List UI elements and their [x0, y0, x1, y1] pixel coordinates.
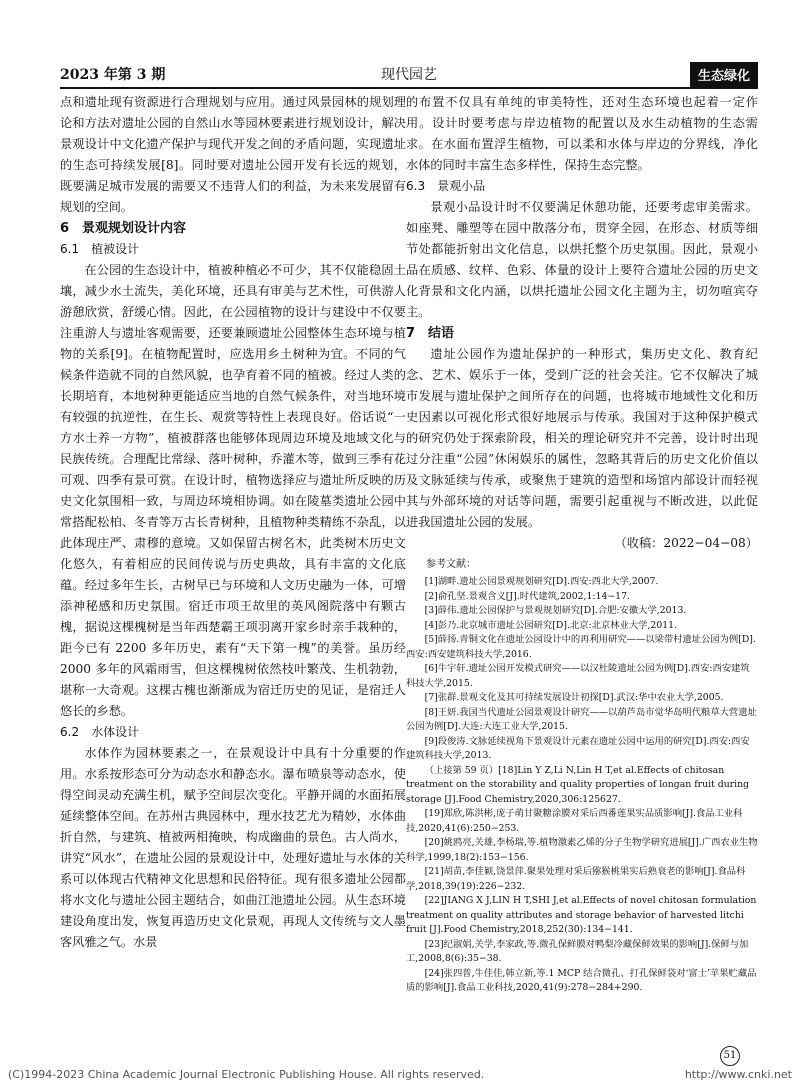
- references-title: 参考文献：: [426, 559, 476, 570]
- reference-item: [23]纪淑娟,关学,李家政,等.微孔保鲜膜对鸭梨冷藏保鲜效果的影响[J].保鲜与加工,2008,8(6):35−38.: [406, 938, 749, 964]
- header-rule: [60, 87, 758, 89]
- reference-item: （上接第 59 页）[18]Lin Y Z,Li N,Lin H T,et al.Effects of chitosan treatment on the storability and quality properties of longan fruit during storage [J].Food Chemistry,2020,306:125627.: [406, 764, 750, 805]
- section-heading-6: 6 景观规划设计内容: [60, 221, 187, 236]
- issue-label: 2023 年第 3 期: [60, 67, 166, 83]
- left-column: [60, 92, 406, 953]
- paragraph: 水体作为园林要素之一，在景观设计中具有十分重要的作用。水系按形态可分为动态水和静态水。瀑布喷泉等动态水，使得空间灵动充满生机，赋予空间层次变化。平静开阔的水面拓展延续整体空间。在苏州古典园林中，理水技艺尤为精妙，水体曲折自然，与建筑、植被两相掩映，构成幽曲的景色。古人尚水，讲究“风水”，在遗址公园的景观设计中，处理好遗址与水体的关系可以体现古代精神文化思想和民俗特征。现有很多遗址公园都将水文化与遗址公园主题结合，如曲江池遗址公园。从生态环境建设角度出发，恢复再造历史文化景观，再现人文传统与文人墨客风雅之气。水景: [60, 746, 406, 949]
- reference-item: [5]薛扬.青铜文化在遗址公园设计中的再利用研究——以梁带村遗址公园为例[D].西安:西安建筑科技大学,2016.: [406, 634, 756, 660]
- received-date: （收稿：2022−04−08）: [614, 536, 758, 550]
- reference-item: [1]湖畔.遗址公园景观规划研究[D].西安:西北大学,2007.: [424, 576, 659, 587]
- reference-item: [3]薛伟.遗址公园保护与景观规划研究[D].合肥:安徽大学,2013.: [424, 605, 687, 616]
- journal-title: 现代园艺: [381, 67, 437, 83]
- paragraph: 景观小品设计时不仅要满足休憩功能，还要考虑审美需求。如座凳、雕塑等在园中散落分布，贯穿全园，在形态、材质等细节处都能折射出文化信息，以烘托整个历史氛围。因此，景观小品在质感、纹样、色彩、体量的设计上要符合遗址公园的历史文化背景和文化内涵，以烘托遗址公园文化主题为主，切勿喧宾夺主。: [406, 200, 758, 319]
- copyright-notice: (C)1994-2023 China Academic Journal Electronic Publishing House. All rights reserved.: [8, 1068, 485, 1081]
- footer-url: http://www.cnki.net: [684, 1068, 792, 1081]
- reference-item: [2]俞孔坚.景观含义[J].时代建筑,2002,1:14−17.: [424, 590, 630, 602]
- subsection-heading-6-2: 6.2 水体设计: [60, 725, 140, 739]
- paragraph: 点和遗址现有资源进行合理规划与应用。通过风景园林的规划理论和方法对遗址公园的自然山水等园林要素进行规划设计，解决景观设计中文化遗产保护与现代开发之间的矛盾问题，实现遗址的生态可持续发展[8]。同时要对遗址公园开发有长远的规划，既要满足城市发展的需要又不违背人们的利益，为未来发展留有规划的空间。: [60, 95, 406, 214]
- reference-item: [4]彭乃.北京城市遗址公园研究[D].北京:北京林业大学,2011.: [424, 619, 678, 631]
- reference-item: [8]王妍.我国当代遗址公园景观设计研究——以葫芦岛市觉华岛明代粮草大营遗址公园为例[D].大连:大连工业大学,2015.: [406, 706, 757, 732]
- subsection-heading-6-1: 6.1 植被设计: [60, 242, 140, 256]
- paragraph: 的布置不仅具有单纯的审美特性，还对生态环境也起着一定作用。设计时要考虑与岸边植物的配置以及水生动植物的生态需求。在水面布置浮生植物，可以柔和水体与岸边的分界线，净化水体的同时丰富生态多样性，保持生态完整。: [406, 95, 758, 172]
- reference-item: [22]JIANG X J,LIN H T,SHI J,et al.Effects of novel chitosan formulation treatment on quality attributes and storage behavior of harvested litchi fruit [J].Food Chemistry,2018,252(30):134−141.: [406, 895, 757, 935]
- reference-item: [7]张群.景观文化及其可持续发展设计初探[D].武汉:华中农业大学,2005.: [424, 692, 724, 703]
- reference-item: [9]段俊涛.文脉延续视角下景观设计元素在遗址公园中运用的研究[D].西安:西安建筑科技大学,2013.: [406, 735, 750, 761]
- right-column: [406, 92, 758, 996]
- subsection-heading-6-3: 6.3 景观小品: [406, 179, 486, 193]
- page-number: 51: [720, 1046, 740, 1066]
- reference-item: [6]牛宇轩.遗址公园开发模式研究——以汉杜陵遗址公园为例[D].西安:西安建筑科技大学,2015.: [406, 663, 750, 689]
- section-heading-7: 7 结语: [406, 326, 455, 341]
- reference-item: [21]胡苗,李佳颖,饶景萍.聚果处理对采后猕猴桃果实后熟衰老的影响[J].食品科学,2018,39(19):226−232.: [406, 866, 746, 892]
- reference-list: [406, 575, 758, 996]
- page-header: [60, 62, 758, 86]
- reference-item: [19]郑欣,陈洪彬,庞子萌甘聚糖涂膜对采后西番莲果实品质影响[J].食品工业科技,2020,41(6):250−253.: [406, 808, 743, 834]
- section-tag: 生态绿化: [690, 62, 758, 87]
- paragraph: 遗址公园作为遗址保护的一种形式，集历史文化、教育纪念、艺术、娱乐于一体，受到广泛的社会关注。它不仅解决了城市发展与遗址保护之间所存在的问题，也将城市地域性文化和历史因素以可视化形式很好地展示与传承。我国对于这种保护模式的研究仍处于探索阶段，相关的理论研究并不完善，设计时出现过分注重“公园”休闲娱乐的属性，忽略其背后的历史文化价值以及文脉延续与传承，或聚焦于建筑的造型和场馆内部设计而轻视其与外部环境的对话等问题，需要引起重视与不断改进，以此促进我国遗址公园的发展。: [406, 347, 758, 529]
- reference-item: [24]张四普,牛佳佳,韩立新,等.1 MCP 结合微孔、打孔保鲜袋对‘富士’苹果贮藏品质的影响[J].食品工业科技,2020,41(9):278−284+290.: [406, 967, 757, 993]
- paragraph: 在公园的生态设计中，植被种植必不可少，其不仅能稳固土壤，减少水土流失，美化环境，还具有审美与艺术性，可供游人游憩欣赏，舒缓心情。因此，在公园植物的设计与建设中不仅要注重游人与遗址客观需要，还要兼顾遗址公园整体生态环境与植物的关系[9]。在植物配置时，应选用乡土树种为宜。不同的气候条件造就不同的自然风貌，也孕育着不同的植被。经过人类的长期培育，本地树种更能适应当地的自然气候条件，对当地环境有较强的抗逆性，在生长、观赏等特性上表现良好。俗话说“一方水土养一方物”，植被群落也能够体现周边环境及地域文化与民族传统。合理配比常绿、落叶树种，乔灌木等，做到三季有花可观、四季有景可赏。在设计时，植物选择应与遗址所反映的历史文化氛围相一致，与周边环境相协调。如在陵墓类遗址公园中常搭配松柏、冬青等万古长青树种，且植物种类精练不杂乱，以此体现庄严、肃穆的意境。又如保留古树名木，此类树木历史文化悠久，有着相应的民间传说与历史典故，具有丰富的文化底蕴。经过多年生长，古树早已与环境和人文历史融为一体，可增添神秘感和历史氛围。宿迁市项王故里的英风阁院落中有颗古槐，据说这棵槐树是当年西楚霸王项羽离开家乡时亲手栽种的，距今已有 2200 多年历史，素有“天下第一槐”的美誉。虽历经 2000 多年的风霜雨雪，但这棵槐树依然枝叶繁茂、生机勃勃，堪称一大奇观。这棵古槐也渐渐成为宿迁历史的见证，是宿迁人悠长的乡愁。: [60, 263, 406, 718]
- reference-item: [20]姚鸥亮,关雄,李杨瑞,等.植物激素乙烯的分子生物学研究进展[J].广西农业生物科学,1999,18(2):153−156.: [406, 837, 758, 863]
- page-footer: [0, 1068, 800, 1086]
